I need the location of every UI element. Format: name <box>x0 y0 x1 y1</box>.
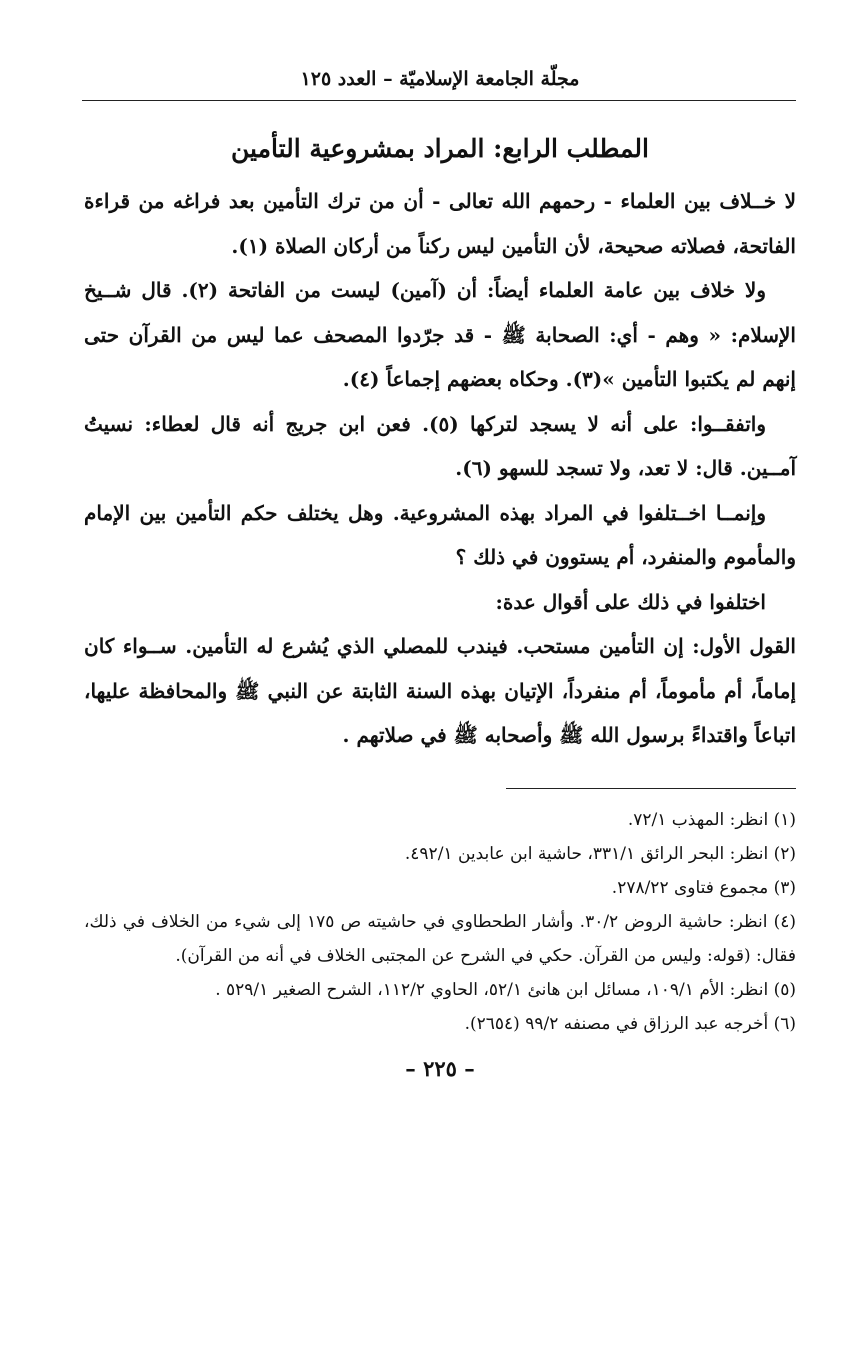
paragraph-opinions-intro: اختلفوا في ذلك على أقوال عدة: <box>495 589 766 614</box>
paragraph-disagreement: وإنمــا اخــتلفوا في المراد بهذه المشروعية. وهل يختلف حكم التأمين بين الإمام والمأموم والمنفرد، أم يستوون في ذلك ؟ <box>84 500 796 569</box>
page-number: – ٢٢٥ – <box>405 1055 475 1081</box>
footnote-item: (٢) انظر: البحر الرائق ٣٣١/١، حاشية ابن عابدين ٤٩٢/١. <box>404 843 796 864</box>
footnote-item: (١) انظر: المهذب ٧٢/١. <box>627 809 796 830</box>
paragraph-no-sujood: واتفقــوا: على أنه لا يسجد لتركها (٥). فعن ابن جريج أنه قال لعطاء: نسيتُ آمــين. قال: لا تعد، ولا تسجد للسهو (٦). <box>84 411 796 480</box>
footnote-item: (٣) مجموع فتاوى ٢٧٨/٢٢. <box>611 877 796 898</box>
paragraph-no-dispute: لا خــلاف بين العلماء - رحمهم الله تعالى - أن من ترك التأمين بعد فراغه من قراءة الفاتحة، فصلاته صحيحة، لأن التأمين ليس ركناً من أركان الصلاة (١). <box>84 189 796 258</box>
footnote-item: (٤) انظر: حاشية الروض ٣٠/٢. وأشار الطحطاوي في حاشيته ص ١٧٥ إلى شيء من الخلاف في ذلك، فقال: (قوله: وليس من القرآن. حكي في الشرح عن المجتبى الخلاف في أنه من القرآن). <box>84 911 797 966</box>
paragraph-first-opinion: القول الأول: إن التأمين مستحب. فيندب للمصلي الذي يُشرع له التأمين. ســواء كان إماماً، أم مأموماً، أم منفرداً، الإتيان بهذه السنة الثابتة عن النبي ﷺ والمحافظة عليها، اتباعاً واقتداءً برسول الله ﷺ وأصحابه ﷺ في صلاتهم . <box>84 634 796 747</box>
paragraph-amin-not-fatiha: ولا خلاف بين عامة العلماء أيضاً: أن (آمين) ليست من الفاتحة (٢). قال شــيخ الإسلام: « وهم - أي: الصحابة ﷺ - قد جرّدوا المصحف عما ليس من القرآن حتى إنهم لم يكتبوا التأمين »(٣). وحكاه بعضهم إجماعاً (٤). <box>84 278 796 391</box>
footnote-item: (٦) أخرجه عبد الرزاق في مصنفه ٩٩/٢ (٢٦٥٤). <box>464 1013 796 1034</box>
section-title: المطلب الرابع: المراد بمشروعية التأمين <box>231 134 649 163</box>
footnotes <box>84 803 796 1041</box>
header-rule <box>82 100 796 101</box>
running-header: مجلّة الجامعة الإسلاميّة – العدد ١٢٥ <box>300 68 580 90</box>
document-page <box>84 62 796 1087</box>
body-text <box>84 179 796 758</box>
footnote-item: (٥) انظر: الأم ١٠٩/١، مسائل ابن هانئ ٥٢/١، الحاوي ١١٢/٢، الشرح الصغير ٥٢٩/١ . <box>215 979 796 1000</box>
footnote-rule <box>506 788 796 789</box>
